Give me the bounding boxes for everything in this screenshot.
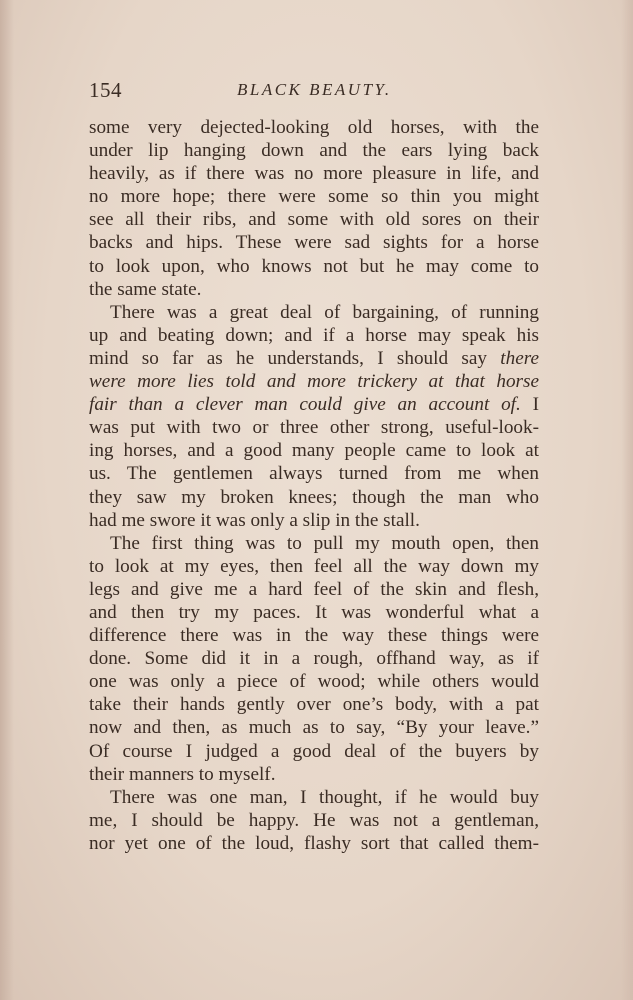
text-line: to look at my eyes, then feel all the way down my (89, 555, 539, 577)
body-text (89, 116, 539, 855)
text-line: us. The gentlemen always turned from me when (89, 463, 539, 485)
text-line: done. Some did it in a rough, offhand way, as if (89, 648, 539, 670)
text-line: some very dejected-looking old horses, with the (89, 117, 539, 138)
text-line: one was only a piece of wood; while others would (89, 671, 539, 693)
text-line: see all their ribs, and some with old sores on their (89, 209, 539, 231)
text-line: up and beating down; and if a horse may speak his (89, 324, 539, 346)
text-line: difference there was in the way these things were (89, 625, 539, 647)
text-line: heavily, as if there was no more pleasure in life, and (89, 163, 539, 185)
text-line: The first thing was to pull my mouth open, then (110, 532, 539, 554)
text-line: There was a great deal of bargaining, of running (110, 301, 539, 323)
text-line: nor yet one of the loud, flashy sort that called them- (89, 832, 539, 854)
text-line: take their hands gently over one’s body, with a pat (89, 694, 539, 716)
text-line: was put with two or three other strong, useful-look- (89, 417, 539, 439)
italic-line: were more lies told and more trickery at that horse (89, 371, 539, 393)
text-line: to look upon, who knows not but he may come to (89, 255, 539, 277)
text-line: There was one man, I thought, if he would buy (110, 786, 539, 808)
text-line: under lip hanging down and the ears lying back (89, 140, 539, 162)
text-line: ing horses, and a good many people came to look at (89, 440, 539, 462)
text-line: their manners to myself. (89, 763, 276, 785)
page-edge-right (621, 0, 633, 1000)
page-number: 154 (89, 78, 122, 102)
text-run: mind so far as he understands, I should say (89, 347, 487, 369)
page-edge-left (0, 0, 14, 1000)
text-line: had me swore it was only a slip in the stall. (89, 509, 420, 531)
text-line: Of course I judged a good deal of the buyers by (89, 740, 539, 762)
text-line: the same state. (89, 278, 202, 300)
text-line: now and then, as much as to say, “By your leave.” (89, 717, 539, 739)
text-line: no more hope; there were some so thin you might (89, 186, 539, 208)
running-title: BLACK BEAUTY. (237, 80, 392, 99)
text-line (89, 347, 539, 370)
text-line: legs and give me a hard feel of the skin and flesh, (89, 578, 539, 600)
text-line (89, 393, 539, 416)
text-line: backs and hips. These were sad sights for a horse (89, 232, 539, 254)
italic-text: fair than a clever man could give an account of. (89, 394, 521, 416)
text-line: and then try my paces. It was wonderful what a (89, 601, 539, 623)
text-line: they saw my broken knees; though the man who (89, 486, 539, 508)
text-run: I (532, 394, 540, 416)
text-line: me, I should be happy. He was not a gentleman, (89, 809, 539, 831)
page-header (89, 78, 539, 104)
italic-text: there (500, 347, 539, 369)
